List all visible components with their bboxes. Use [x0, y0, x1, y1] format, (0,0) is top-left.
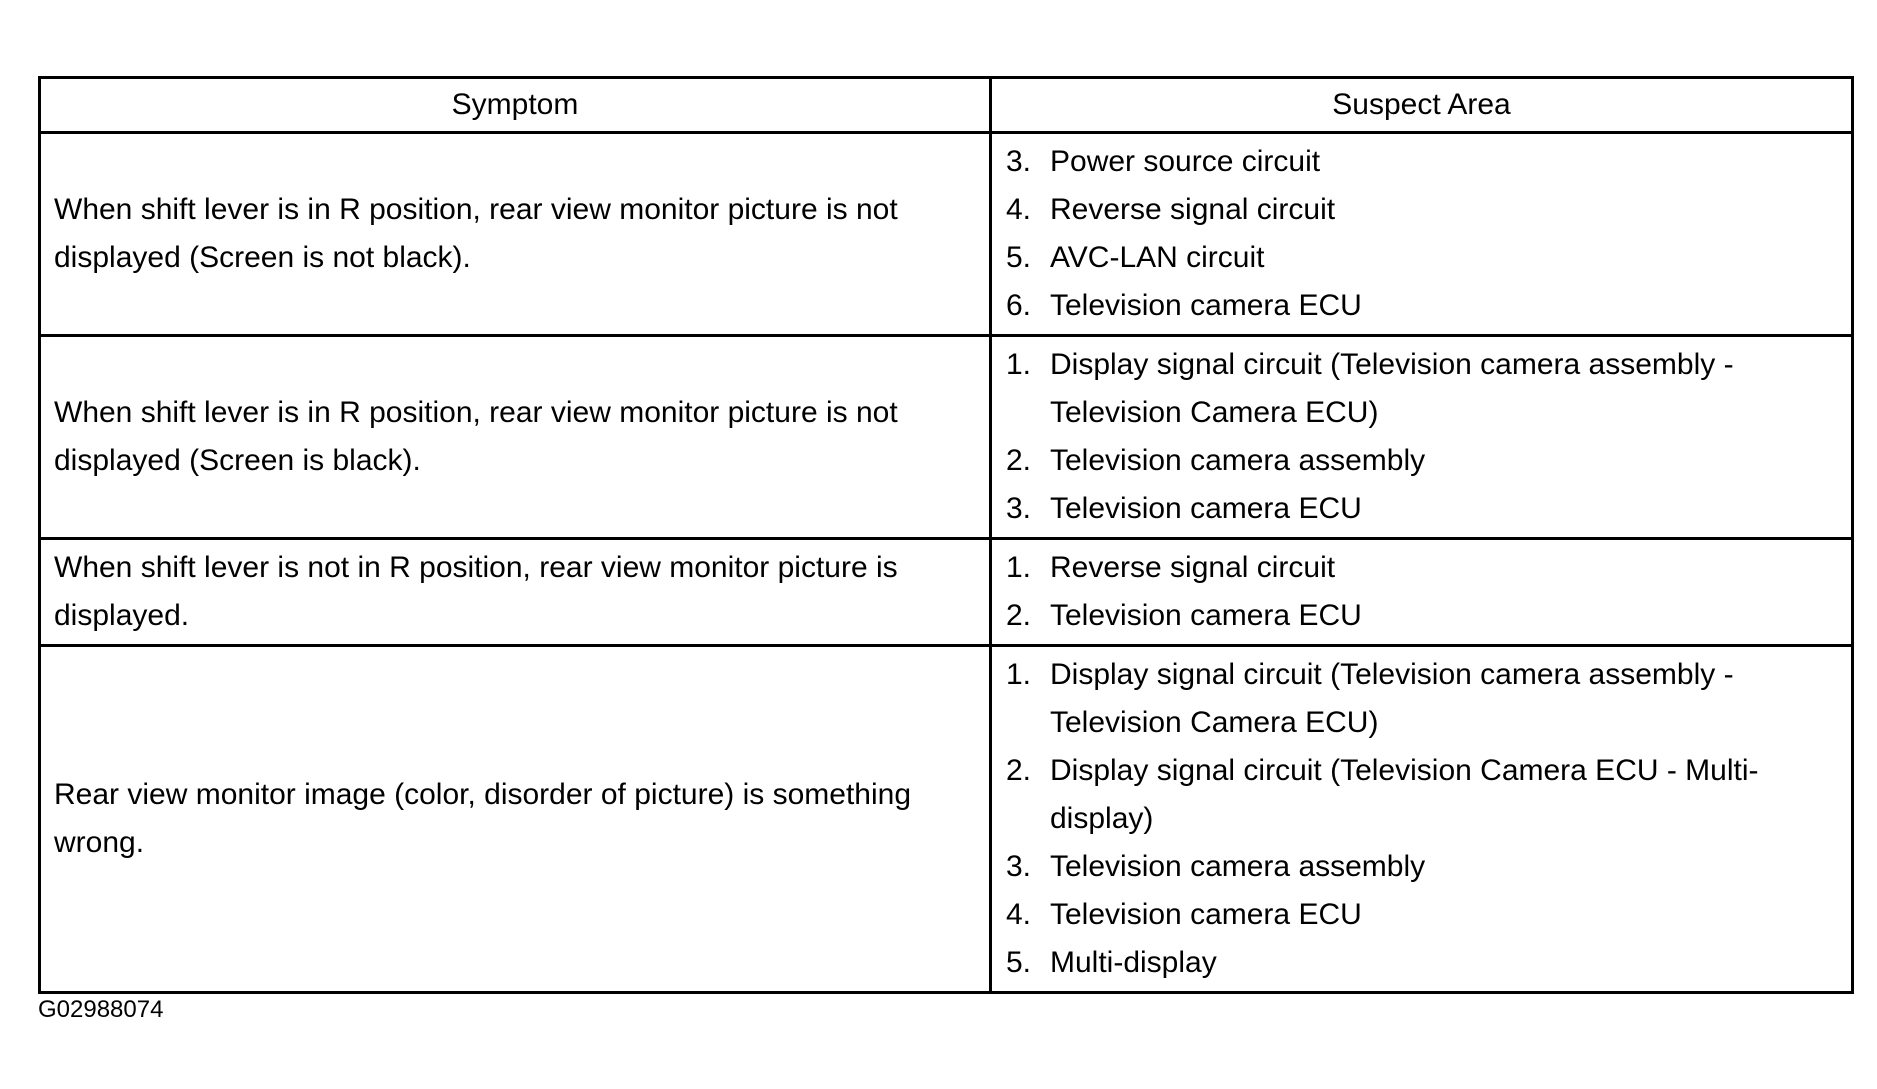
- suspect-area-cell: [991, 133, 1853, 336]
- item-text: Television camera ECU: [1050, 898, 1362, 931]
- suspect-area-item: [1006, 186, 1839, 234]
- item-number: 1.: [1006, 658, 1032, 691]
- suspect-area-cell: [991, 646, 1853, 993]
- suspect-area-list: [1006, 138, 1839, 330]
- table-row: [40, 336, 1853, 539]
- item-text: Reverse signal circuit: [1050, 193, 1336, 226]
- suspect-area-item: [1006, 592, 1839, 640]
- suspect-area-list: [1006, 544, 1839, 640]
- item-number: 1.: [1006, 348, 1032, 381]
- item-number: 4.: [1006, 898, 1032, 931]
- diagnosis-table-container: [38, 76, 1851, 994]
- table-header-row: [40, 78, 1853, 133]
- item-text: Television camera ECU: [1050, 492, 1362, 525]
- item-number: 3.: [1006, 145, 1032, 178]
- item-text: Power source circuit: [1050, 145, 1321, 178]
- table-body: [40, 133, 1853, 993]
- symptom-column-header: Symptom: [40, 78, 991, 133]
- item-text: Television camera assembly: [1050, 850, 1426, 883]
- item-text: Reverse signal circuit: [1050, 551, 1336, 584]
- suspect-area-item: [1006, 437, 1839, 485]
- item-number: 5.: [1006, 241, 1032, 274]
- suspect-area-item: [1006, 843, 1839, 891]
- item-text: Multi-display: [1050, 946, 1217, 979]
- item-text: Display signal circuit (Television camera assembly - Television Camera ECU): [1050, 658, 1734, 739]
- item-text: Display signal circuit (Television camera assembly - Television Camera ECU): [1050, 348, 1734, 429]
- suspect-area-item: [1006, 544, 1839, 592]
- suspect-area-cell: [991, 336, 1853, 539]
- suspect-area-cell: [991, 539, 1853, 646]
- suspect-area-list: [1006, 341, 1839, 533]
- table-row: [40, 539, 1853, 646]
- item-number: 6.: [1006, 289, 1032, 322]
- suspect-area-column-header: Suspect Area: [991, 78, 1853, 133]
- item-number: 5.: [1006, 946, 1032, 979]
- suspect-area-item: [1006, 234, 1839, 282]
- table-row: [40, 646, 1853, 993]
- suspect-area-list: [1006, 651, 1839, 987]
- suspect-area-item: [1006, 891, 1839, 939]
- table-row: [40, 133, 1853, 336]
- item-text: Display signal circuit (Television Camera ECU - Multi-display): [1050, 754, 1759, 835]
- item-text: AVC-LAN circuit: [1050, 241, 1265, 274]
- suspect-area-item: [1006, 485, 1839, 533]
- suspect-area-item: [1006, 138, 1839, 186]
- item-number: 3.: [1006, 850, 1032, 883]
- item-number: 1.: [1006, 551, 1032, 584]
- item-text: Television camera assembly: [1050, 444, 1426, 477]
- suspect-area-item: [1006, 341, 1839, 437]
- item-number: 2.: [1006, 599, 1032, 632]
- item-number: 2.: [1006, 444, 1032, 477]
- suspect-area-item: [1006, 282, 1839, 330]
- item-number: 2.: [1006, 754, 1032, 787]
- suspect-area-item: [1006, 939, 1839, 987]
- item-number: 4.: [1006, 193, 1032, 226]
- symptom-cell: When shift lever is in R position, rear view monitor picture is not displayed (Screen is black).: [40, 336, 991, 539]
- symptom-cell: When shift lever is not in R position, rear view monitor picture is displayed.: [40, 539, 991, 646]
- symptom-cell: Rear view monitor image (color, disorder of picture) is something wrong.: [40, 646, 991, 993]
- problem-symptoms-table: [38, 76, 1854, 994]
- suspect-area-item: [1006, 651, 1839, 747]
- item-text: Television camera ECU: [1050, 599, 1362, 632]
- symptom-cell: When shift lever is in R position, rear view monitor picture is not displayed (Screen is not black).: [40, 133, 991, 336]
- item-text: Television camera ECU: [1050, 289, 1362, 322]
- suspect-area-item: [1006, 747, 1839, 843]
- item-number: 3.: [1006, 492, 1032, 525]
- figure-code: G02988074: [38, 996, 164, 1023]
